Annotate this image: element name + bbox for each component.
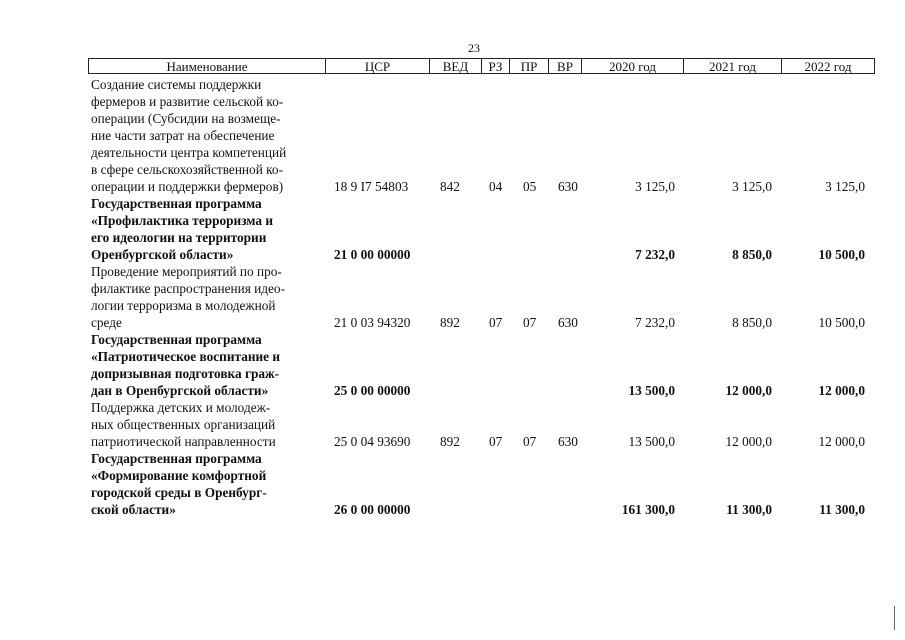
table-header [88,58,875,74]
header-2021: 2021 год [684,59,782,73]
scan-edge-mark [894,606,895,630]
header-2020: 2020 год [582,59,684,73]
table-row [0,399,905,450]
row-pr: 05 [523,179,537,194]
row-name: Государственная программа «Формирование комфортной городской среды в Оренбург- ской области» [91,451,267,517]
row-ved: 892 [440,434,460,449]
page-number: 23 [468,41,480,55]
row-name: Поддержка детских и молодеж- ных общественных организаций патриотической направленности [91,400,276,449]
row-2022: 10 500,0 [818,247,865,262]
row-2021: 8 850,0 [732,315,772,330]
row-name: Государственная программа «Профилактика терроризма и его идеологии на территории Оренбургской области» [91,196,273,262]
header-vr: ВР [549,59,582,73]
row-2021: 11 300,0 [726,502,772,517]
row-2021: 12 000,0 [725,434,772,449]
row-csr: 26 0 00 00000 [334,502,411,517]
row-ved: 842 [440,179,460,194]
header-csr: ЦСР [326,59,430,73]
row-name: Проведение мероприятий по про- филактике распространения идео- логии терроризма в молодежной среде [91,264,286,330]
row-ved: 892 [440,315,460,330]
table-row [0,450,905,518]
header-name: Наименование [89,59,326,73]
header-ved: ВЕД [430,59,482,73]
row-2021: 8 850,0 [732,247,772,262]
row-2020: 7 232,0 [635,315,675,330]
table-row [0,263,905,331]
table-row [0,195,905,263]
row-2021: 3 125,0 [732,179,772,194]
header-2022: 2022 год [804,59,852,74]
row-pr: 07 [523,434,537,449]
row-2021: 12 000,0 [725,383,772,398]
row-2022: 10 500,0 [818,315,865,330]
row-rz: 04 [489,179,503,194]
row-2022: 12 000,0 [818,383,865,398]
row-2020: 7 232,0 [635,247,675,262]
row-vr: 630 [558,434,578,449]
row-2022: 11 300,0 [819,502,865,517]
header-rz: РЗ [482,59,510,73]
row-2020: 13 500,0 [628,383,675,398]
header-pr: ПР [510,59,549,73]
row-rz: 07 [489,315,503,330]
row-2020: 3 125,0 [635,179,675,194]
row-csr: 25 0 04 93690 [334,434,411,449]
table-row [0,76,905,195]
row-csr: 25 0 00 00000 [334,383,411,398]
row-2020: 161 300,0 [621,502,675,517]
row-name: Государственная программа «Патриотическое воспитание и допризывная подготовка граж- дан в Оренбургской области» [91,332,281,398]
row-name: Создание системы поддержки фермеров и развитие сельской ко- операции (Субсидии на возмеще- ние части затрат на обеспечение деятельности центра компетенций в сфере сельскохозяйственной ко- операции и поддержки фермеров) [91,77,287,194]
row-2022: 12 000,0 [818,434,865,449]
row-vr: 630 [558,179,578,194]
row-csr: 18 9 I7 54803 [334,179,409,194]
row-2022: 3 125,0 [825,179,865,194]
table-row [0,331,905,399]
row-rz: 07 [489,434,503,449]
row-2020: 13 500,0 [628,434,675,449]
row-pr: 07 [523,315,537,330]
row-vr: 630 [558,315,578,330]
row-csr: 21 0 00 00000 [334,247,411,262]
row-csr: 21 0 03 94320 [334,315,411,330]
